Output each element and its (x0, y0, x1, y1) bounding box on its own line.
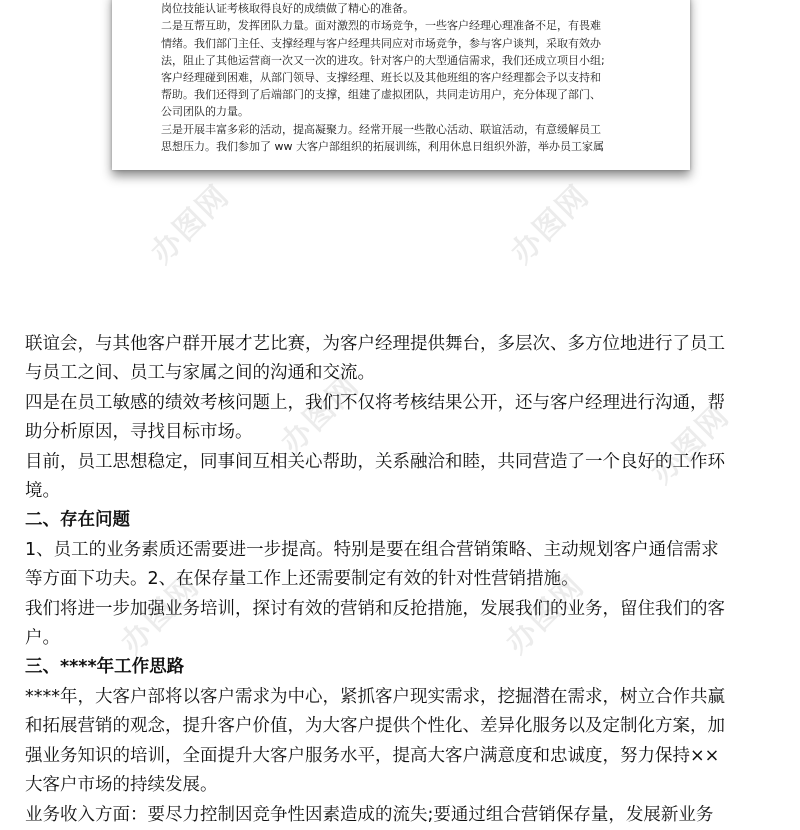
paragraph-line: 强业务知识的培训，全面提升大客户服务水平，提高大客户满意度和忠诚度，努力保持×× (25, 742, 785, 771)
watermark: 办图网 (109, 563, 208, 662)
preview-line: 公司团队的力量。 (161, 103, 666, 120)
paragraph-line: 助分析原因，寻找目标市场。 (25, 418, 785, 447)
paragraph-line: 户。 (25, 624, 785, 653)
paragraph-line: 我们将进一步加强业务培训，探讨有效的营销和反抢措施，发展我们的业务，留住我们的客 (25, 595, 785, 624)
document-body (25, 330, 785, 830)
paragraph-line: 和拓展营销的观念，提升客户价值，为大客户提供个性化、差异化服务以及定制化方案，加 (25, 712, 785, 741)
watermark: 办图网 (499, 173, 598, 272)
preview-line: 思想压力。我们参加了 ww 大客户部组织的拓展训练，利用休息日组织外游，举办员工家属 (161, 138, 666, 155)
paragraph-line: 大客户市场的持续发展。 (25, 771, 785, 800)
preview-line: 客户经理碰到困难，从部门领导、支撑经理、班长以及其他班组的客户经理都会予以支持和 (161, 69, 666, 86)
section-heading: 三、****年工作思路 (25, 653, 785, 682)
paragraph-line: 等方面下功夫。2、在保存量工作上还需要制定有效的针对性营销措施。 (25, 565, 785, 594)
watermark: 办图网 (494, 563, 593, 662)
page-preview-card (112, 0, 690, 170)
preview-line: 情绪。我们部门主任、支撑经理与客户经理共同应对市场竞争，参与客户谈判，采取有效办 (161, 35, 666, 52)
paragraph-line: 1、员工的业务素质还需要进一步提高。特别是要在组合营销策略、主动规划客户通信需求 (25, 536, 785, 565)
paragraph-line: 联谊会，与其他客户群开展才艺比赛，为客户经理提供舞台，多层次、多方位地进行了员工 (25, 330, 785, 359)
paragraph-line: 四是在员工敏感的绩效考核问题上，我们不仅将考核结果公开，还与客户经理进行沟通，帮 (25, 389, 785, 418)
paragraph-line: 与员工之间、员工与家属之间的沟通和交流。 (25, 359, 785, 388)
section-heading: 二、存在问题 (25, 506, 785, 535)
preview-line: 帮助。我们还得到了后端部门的支撑，组建了虚拟团队，共同走访用户，充分体现了部门、 (161, 86, 666, 103)
watermark: 办图网 (269, 363, 368, 462)
paragraph-line: ****年，大客户部将以客户需求为中心，紧抓客户现实需求，挖掘潜在需求，树立合作共赢 (25, 683, 785, 712)
preview-line: 法，阻止了其他运营商一次又一次的进攻。针对客户的大型通信需求，我们还成立项目小组; (161, 52, 666, 69)
paragraph-line: 目前，员工思想稳定，同事间互相关心帮助，关系融洽和睦，共同营造了一个良好的工作环 (25, 448, 785, 477)
document-preview-area (0, 0, 800, 300)
watermark: 办图网 (139, 173, 238, 272)
watermark: 办图网 (639, 393, 738, 492)
preview-line: 二是互帮互助，发挥团队力量。面对激烈的市场竞争，一些客户经理心理准备不足，有畏难 (161, 17, 666, 34)
preview-line: 三是开展丰富多彩的活动，提高凝聚力。经常开展一些散心活动、联谊活动，有意缓解员工 (161, 121, 666, 138)
paragraph-line: 境。 (25, 477, 785, 506)
paragraph-line: 业务收入方面：要尽力控制因竞争性因素造成的流失;要通过组合营销保存量，发展新业务 (25, 801, 785, 830)
preview-line: 岗位技能认证考核取得良好的成绩做了精心的准备。 (161, 0, 666, 17)
preview-text-block (161, 0, 666, 155)
